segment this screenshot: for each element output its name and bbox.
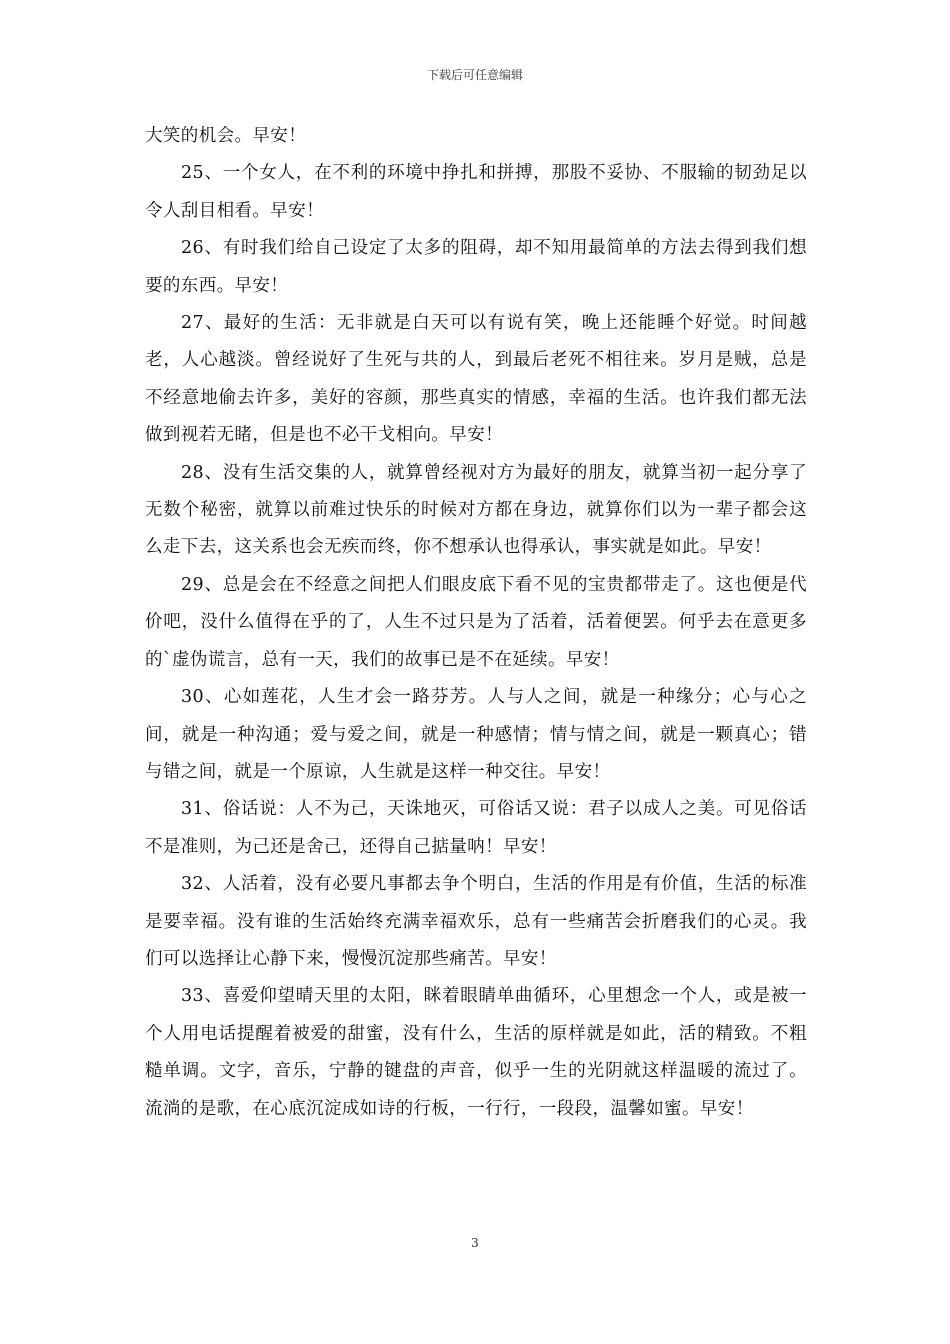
paragraph-26: 26、有时我们给自己设定了太多的阻碍，却不知用最简单的方法去得到我们想要的东西。早安！ — [145, 238, 807, 296]
paragraph-27: 27、最好的生活：无非就是白天可以有说有笑，晚上还能睡个好觉。时间越老，人心越淡。曾经说好了生死与共的人，到最后老死不相往来。岁月是贼，总是不经意地偷去许多，美好的容颜，那些真实的情感，幸福的生活。也许我们都无法做到视若无睹，但是也不必干戈相向。早安！ — [145, 313, 807, 446]
paragraph-28: 28、没有生活交集的人，就算曾经视对方为最好的朋友，就算当初一起分享了无数个秘密，就算以前难过快乐的时候对方都在身边，就算你们以为一辈子都会这么走下去，这关系也会无疾而终，你不想承认也得承认，事实就是如此。早安！ — [145, 462, 807, 558]
page-number: 3 — [471, 1236, 479, 1250]
paragraph-30: 30、心如莲花，人生才会一路芬芳。人与人之间，就是一种缘分；心与心之间，就是一种沟通；爱与爱之间，就是一种感情；情与情之间，就是一颗真心；错与错之间，就是一个原谅，人生就是这样一种交往。早安！ — [145, 687, 807, 782]
paragraph-25: 25、一个女人，在不利的环境中挣扎和拼搏，那股不妥协、不服输的韧劲足以令人刮目相看。早安！ — [145, 163, 807, 221]
document-body — [145, 118, 807, 1128]
paragraph-33: 33、喜爱仰望晴天里的太阳，眯着眼睛单曲循环，心里想念一个人，或是被一个人用电话提醒着被爱的甜蜜，没有什么，生活的原样就是如此，活的精致。不粗糙单调。文字，音乐，宁静的键盘的声音，似乎一生的光阴就这样温暖的流过了。流淌的是歌，在心底沉淀成如诗的行板，一行行，一段段，温馨如蜜。早安！ — [145, 986, 807, 1119]
paragraph-29: 29、总是会在不经意之间把人们眼皮底下看不见的宝贵都带走了。这也便是代价吧，没什么值得在乎的了，人生不过只是为了活着，活着便罢。何乎去在意更多的`虚伪谎言，总有一天，我们的故事已是不在延续。早安！ — [145, 574, 807, 670]
paragraph-32: 32、人活着，没有必要凡事都去争个明白，生活的作用是有价值，生活的标准是要幸福。没有谁的生活始终充满幸福欢乐，总有一些痛苦会折磨我们的心灵。我们可以选择让心静下来，慢慢沉淀那些痛苦。早安！ — [145, 874, 807, 969]
paragraph-continuation: 大笑的机会。早安！ — [145, 126, 307, 146]
paragraph-31: 31、俗话说：人不为己，天诛地灭，可俗话又说：君子以成人之美。可见俗话不是准则，为己还是舍己，还得自己掂量呐！早安！ — [145, 799, 807, 857]
page-header: 下载后可任意编辑 — [426, 68, 523, 82]
